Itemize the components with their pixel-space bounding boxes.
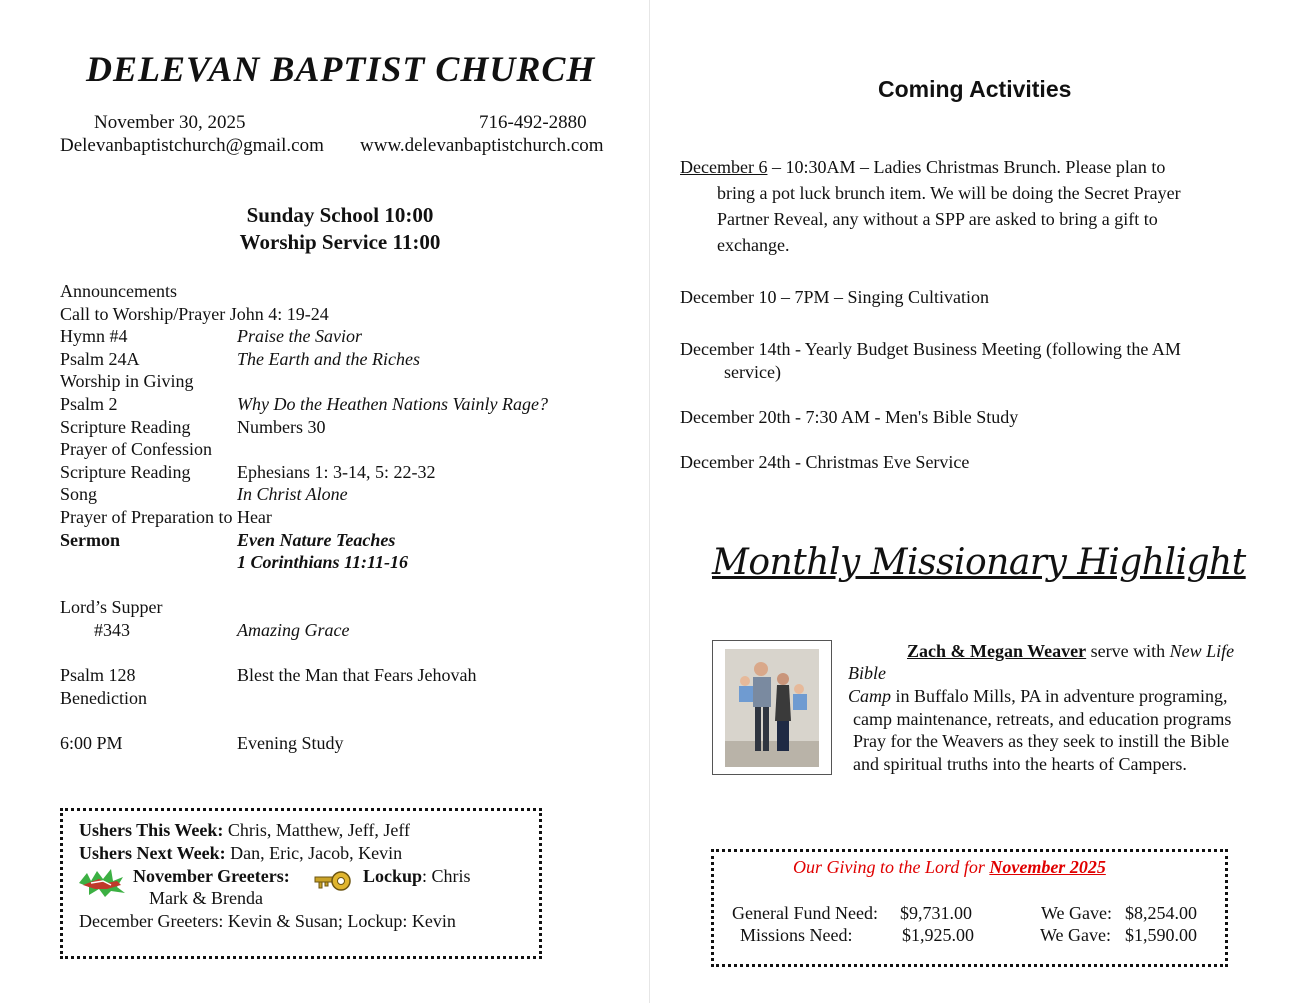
activity-line: December 6 – 10:30AM – Ladies Christmas Brunch. Please plan to [680, 157, 1166, 177]
handshake-icon [77, 867, 127, 902]
page-divider [649, 0, 650, 1003]
order-row: #343 Amazing Grace [94, 619, 350, 640]
missions-need: $1,925.00 [902, 925, 974, 945]
order-row: Prayer of Preparation to Hear [60, 506, 272, 527]
giving-month: November 2025 [989, 857, 1106, 877]
order-row: 1 Corinthians 11:11-16 [237, 552, 409, 573]
ushers-next-week: Dan, Eric, Jacob, Kevin [230, 843, 403, 863]
church-email[interactable]: Delevanbaptistchurch@gmail.com [60, 135, 324, 156]
family-photo [712, 640, 832, 775]
ushers-this-week-label: Ushers This Week: [79, 820, 224, 840]
order-of-service [60, 281, 620, 755]
missionary-highlight-title: Monthly Missionary Highlight [712, 542, 1246, 583]
ushers-box [60, 808, 542, 959]
missionary-line: Camp in Buffalo Mills, PA in adventure programing, [848, 686, 1228, 706]
order-row: Scripture Reading Ephesians 1: 3-14, 5: 22-32 [60, 461, 436, 482]
order-row [60, 575, 620, 598]
bulletin-date: November 30, 2025 [94, 112, 246, 133]
missions-gave: $1,590.00 [1125, 925, 1197, 945]
order-row [60, 643, 620, 666]
activity-line: Partner Reveal, any without a SPP are asked to bring a gift to [717, 209, 1158, 229]
worship-service-time: Worship Service 11:00 [239, 230, 441, 254]
giving-box [711, 849, 1228, 967]
order-row: Hymn #4 Praise the Savior [60, 326, 362, 347]
church-phone: 716-492-2880 [479, 112, 587, 133]
key-icon [313, 869, 351, 900]
ushers-next-week-label: Ushers Next Week: [79, 843, 226, 863]
order-row: Scripture Reading Numbers 30 [60, 416, 326, 437]
coming-activities-title: Coming Activities [878, 76, 1072, 102]
activity-line: December 24th - Christmas Eve Service [680, 452, 970, 472]
sunday-school-time: Sunday School 10:00 [246, 203, 434, 227]
december-greeters: December Greeters: Kevin & Susan; Lockup: Kevin [79, 911, 456, 931]
missionary-org-line: Bible [848, 663, 886, 683]
activity-line: December 20th - 7:30 AM - Men's Bible Study [680, 407, 1019, 427]
ushers-this-week: Chris, Matthew, Jeff, Jeff [227, 820, 411, 840]
order-row: 6:00 PM Evening Study [60, 732, 344, 753]
order-row: Prayer of Confession [60, 439, 212, 460]
missions-gave-label: We Gave: [1040, 925, 1112, 945]
lockup-label: Lockup [363, 866, 423, 886]
order-row: Psalm 24A The Earth and the Riches [60, 348, 420, 369]
missionary-line: camp maintenance, retreats, and education programs [853, 709, 1232, 729]
order-row: Psalm 128 Blest the Man that Fears Jehovah [60, 665, 477, 686]
order-row [60, 710, 620, 733]
missionary-org: New Life [1169, 641, 1235, 661]
order-row: Psalm 2 Why Do the Heathen Nations Vainly Rage? [60, 393, 548, 414]
general-fund-label: General Fund Need: [732, 903, 878, 923]
order-row: Worship in Giving [60, 371, 194, 392]
giving-title: Our Giving to the Lord for November 2025 [793, 857, 1106, 877]
order-row: Lord’s Supper [60, 597, 163, 618]
general-gave-label: We Gave: [1041, 903, 1113, 923]
activity-line: December 14th - Yearly Budget Business Meeting (following the AM [680, 339, 1181, 359]
order-row: Song In Christ Alone [60, 484, 348, 505]
missionary-line: and spiritual truths into the hearts of Campers. [853, 754, 1187, 774]
november-greeters: Mark & Brenda [149, 888, 263, 908]
missionary-names: Zach & Megan Weaver [907, 641, 1087, 661]
order-row: Sermon Even Nature Teaches [60, 529, 396, 550]
church-website[interactable]: www.delevanbaptistchurch.com [360, 135, 604, 156]
general-fund-need: $9,731.00 [900, 903, 972, 923]
november-greeters-label: November Greeters: [133, 866, 290, 886]
activity-date: December 6 [680, 157, 768, 177]
activity-line: December 10 – 7PM – Singing Cultivation [680, 287, 989, 307]
activity-line: bring a pot luck brunch item. We will be doing the Secret Prayer [717, 183, 1181, 203]
general-fund-gave: $8,254.00 [1125, 903, 1197, 923]
order-row: Announcements [60, 281, 177, 301]
order-row: Benediction [60, 687, 147, 708]
order-row: Call to Worship/Prayer John 4: 19-24 [60, 303, 329, 324]
church-name: DELEVAN BAPTIST CHURCH [86, 49, 596, 89]
missionary-line: Pray for the Weavers as they seek to instill the Bible [853, 731, 1230, 751]
activity-line: service) [724, 362, 781, 382]
missions-label: Missions Need: [740, 925, 853, 945]
activity-line: exchange. [717, 235, 790, 255]
lockup-name: : Chris [422, 866, 471, 886]
